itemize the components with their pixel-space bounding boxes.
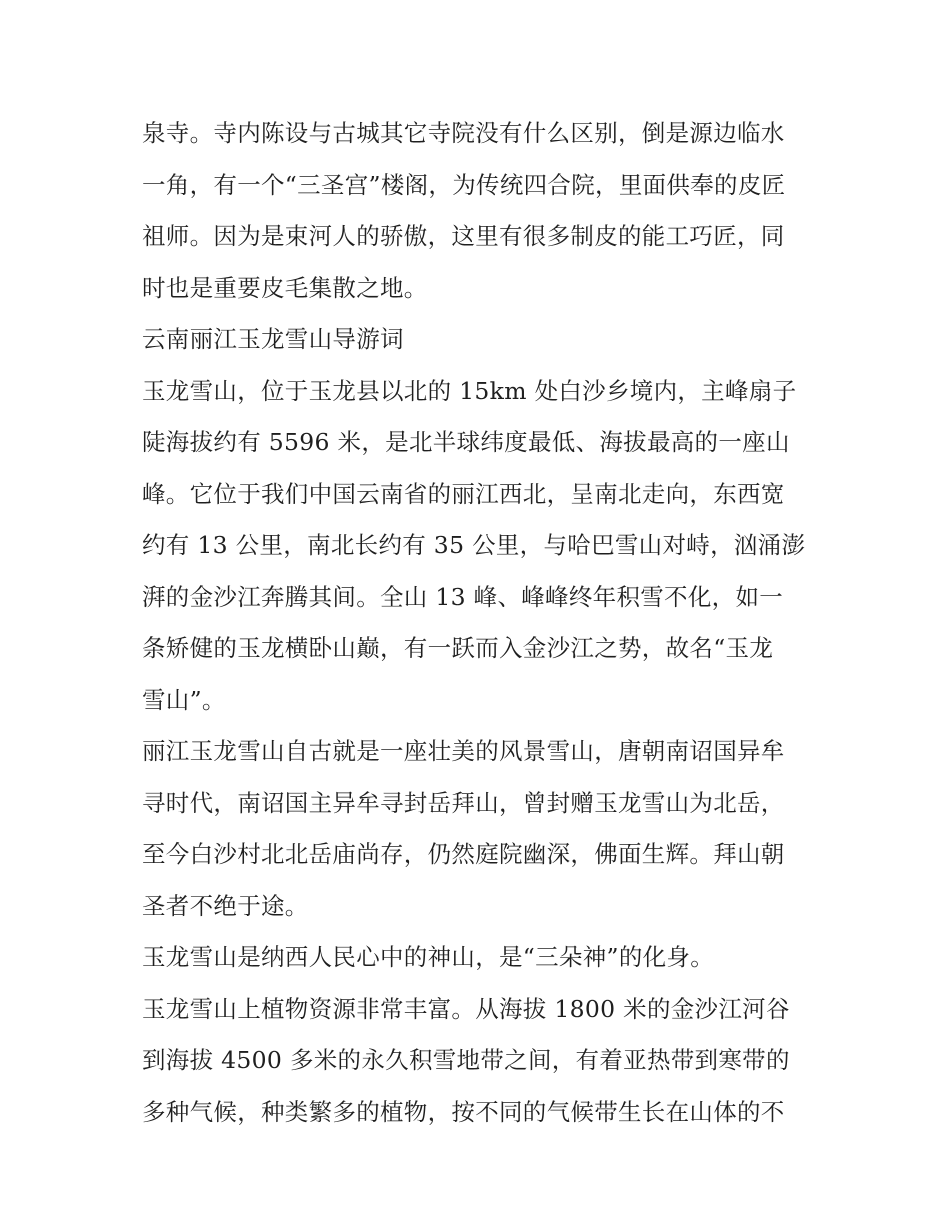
text-line: 丽江玉龙雪山自古就是一座壮美的风景雪山，唐朝南诏国异牟 [142,737,785,765]
text-line: 多种气候，种类繁多的植物，按不同的气候带生长在山体的不 [142,1097,785,1126]
text-line: 玉龙雪山上植物资源非常丰富。从海拔 1800 米的金沙江河谷 [142,994,790,1023]
text-line: 条矫健的玉龙横卧山巅，有一跃而入金沙江之势，故名“玉龙 [142,634,774,662]
text-line: 峰。它位于我们中国云南省的丽江西北，呈南北走向，东西宽 [142,479,785,508]
text-line: 至今白沙村北北岳庙尚存，仍然庭院幽深，佛面生辉。拜山朝 [142,840,785,868]
text-line: 玉龙雪山，位于玉龙县以北的 15km 处白沙乡境内，主峰扇子 [142,376,797,405]
text-line: 约有 13 公里，南北长约有 35 公里，与哈巴雪山对峙，汹涌澎 [142,531,806,559]
section-heading: 云南丽江玉龙雪山导游词 [142,325,404,353]
text-line: 雪山”。 [142,685,226,714]
text-line: 祖师。因为是束河人的骄傲，这里有很多制皮的能工巧匠，同 [142,222,785,250]
text-line: 湃的金沙江奔腾其间。全山 13 峰、峰峰终年积雪不化，如一 [142,582,784,611]
document-body [142,108,818,1138]
text-line: 一角，有一个“三圣宫”楼阁，为传统四合院，里面供奉的皮匠 [142,170,786,199]
text-line: 玉龙雪山是纳西人民心中的神山，是“三朵神”的化身。 [142,943,715,971]
text-line: 时也是重要皮毛集散之地。 [142,273,428,302]
text-line: 圣者不绝于途。 [142,891,309,920]
text-line: 泉寺。寺内陈设与古城其它寺院没有什么区别，倒是源边临水 [142,119,785,147]
text-line: 到海拔 4500 多米的永久积雪地带之间，有着亚热带到寒带的 [142,1046,790,1074]
text-line: 寻时代，南诏国主异牟寻封岳拜山，曾封赠玉龙雪山为北岳， [142,788,785,817]
text-line: 陡海拔约有 5596 米，是北半球纬度最低、海拔最高的一座山 [142,428,790,456]
